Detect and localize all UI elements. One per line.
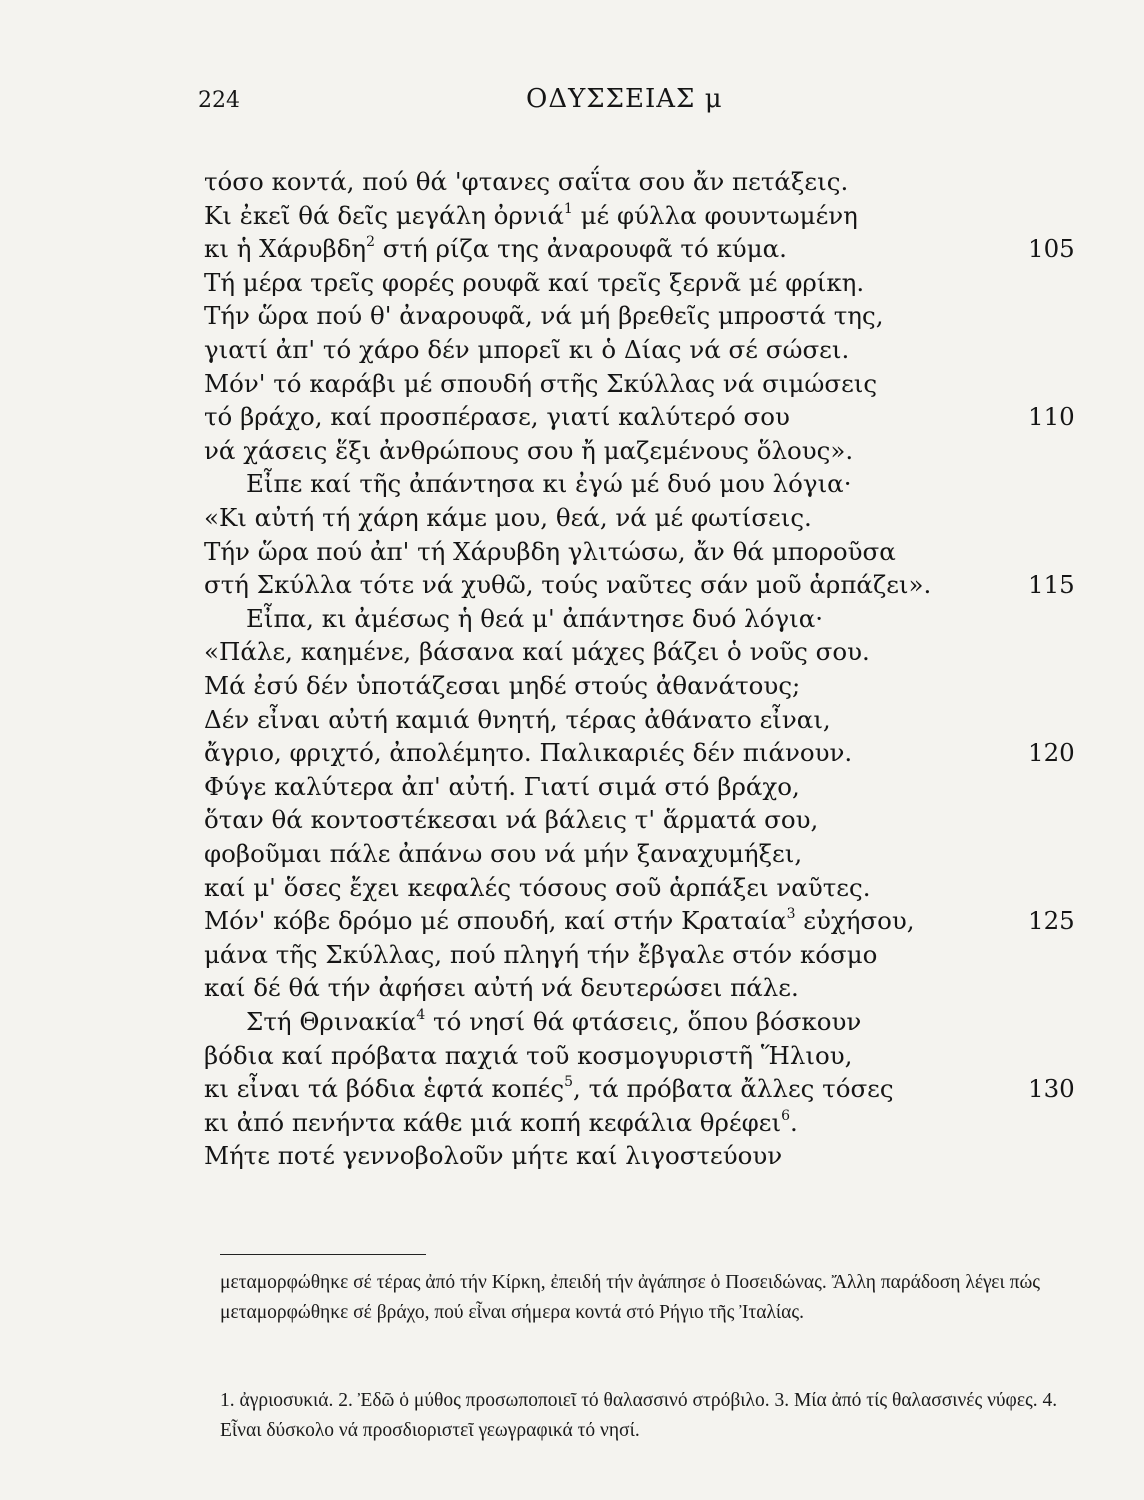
verse-text-continued: στή ρίζα της ἀναρουφᾶ τό κύμα. (374, 234, 787, 263)
verse-line (246, 601, 823, 637)
verse-text: στή Σκύλλα τότε νά χυθῶ, τούς ναῦτες σάν μοῦ ἁρπάζει». (204, 570, 932, 599)
line-number: 110 (1028, 402, 1075, 431)
verse-text: γιατί ἀπ' τό χάρο δέν μπορεῖ κι ὁ Δίας νά σέ σώσει. (204, 335, 850, 364)
verse-text: Μόν' τό καράβι μέ σπουδή στῆς Σκύλλας νά σιμώσεις (204, 369, 878, 398)
verse-text-continued: . (790, 1108, 798, 1137)
verse-line (204, 1138, 782, 1174)
verse-line (204, 870, 871, 906)
verse-line (204, 534, 896, 570)
verse-text: κι ἀπό πενήντα κάθε μιά κοπή κεφάλια θρέφει (204, 1108, 782, 1137)
verse-text: κι ἡ Χάρυβδη (204, 234, 367, 263)
verse-line (204, 903, 915, 939)
verse-text: καί μ' ὅσες ἔχει κεφαλές τόσους σοῦ ἁρπάξει ναῦτες. (204, 873, 871, 902)
page-header (0, 84, 1144, 124)
verse-line (204, 433, 853, 469)
verse-text: τόσο κοντά, πού θά 'φτανες σαΐτα σου ἄν πετάξεις. (204, 167, 849, 196)
footnote-continuation: μεταμορφώθηκε σέ τέρας ἀπό τήν Κίρκη, ἐπειδή τήν ἀγάπησε ὁ Ποσειδώνας. Ἄλλη παράδοση λέγει πώς μεταμορφώθηκε σέ βράχο, πού εἶναι σήμερα κοντά στό Ρήγιο τῆς Ἰταλίας. (220, 1272, 1040, 1323)
verse-text: Φύγε καλύτερα ἀπ' αὐτή. Γιατί σιμά στό βράχο, (204, 772, 800, 801)
verse-text: Στή Θρινακία (246, 1007, 417, 1036)
verse-text: Εἶπα, κι ἀμέσως ἡ θεά μ' ἀπάντησε δυό λόγια· (246, 604, 824, 633)
verse-text: βόδια καί πρόβατα παχιά τοῦ κοσμογυριστῆ Ἥλιου, (204, 1041, 853, 1070)
verse-text: Τήν ὥρα πού θ' ἀναρουφᾶ, νά μή βρεθεῖς μπροστά της, (204, 301, 884, 330)
line-number: 120 (1028, 738, 1075, 767)
verse-line (246, 1004, 861, 1040)
verse-text: Μήτε ποτέ γεννοβολοῦν μήτε καί λιγοστεύουν (204, 1141, 783, 1170)
verse-line (204, 500, 812, 536)
verse-text-continued: , τά πρόβατα ἄλλες τόσες (573, 1074, 894, 1103)
verse-text: κι εἶναι τά βόδια ἑφτά κοπές (204, 1074, 565, 1103)
verse-line (204, 668, 800, 704)
verse-text: «Κι αὐτή τή χάρη κάμε μου, θεά, νά μέ φωτίσεις. (204, 503, 812, 532)
verse-text: Κι ἐκεῖ θά δεῖς μεγάλη ὀρνιά (204, 201, 564, 230)
verse-text: τό βράχο, καί προσπέρασε, γιατί καλύτερό σου (204, 402, 790, 431)
verse-text-continued: εὐχήσου, (795, 906, 915, 935)
footnote-marker: 4 (416, 1006, 426, 1023)
verse-line (204, 231, 787, 267)
verse-text: μάνα τῆς Σκύλλας, πού πληγή τήν ἔβγαλε στόν κόσμο (204, 940, 878, 969)
verse-line (204, 937, 877, 973)
verse-line (204, 735, 852, 771)
verse-text: «Πάλε, καημένε, βάσανα καί μάχες βάζει ὁ νοῦς σου. (204, 637, 870, 666)
verse-line (204, 1038, 852, 1074)
verse-line (204, 567, 931, 603)
footnote-marker: 6 (781, 1107, 791, 1124)
verse-line (204, 702, 831, 738)
verse-text: νά χάσεις ἕξι ἀνθρώπους σου ἤ μαζεμένους ὅλους». (204, 436, 854, 465)
page-number: 224 (198, 88, 240, 113)
line-number: 130 (1028, 1074, 1075, 1103)
verse-text: ὅταν θά κοντοστέκεσαι νά βάλεις τ' ἅρματά σου, (204, 805, 819, 834)
verse-line (204, 970, 799, 1006)
verse-line (204, 399, 790, 435)
line-number: 125 (1028, 906, 1075, 935)
verse-text: φοβοῦμαι πάλε ἀπάνω σου νά μήν ξαναχυμήξει, (204, 839, 803, 868)
verse-line (204, 164, 848, 200)
footnote-marker: 3 (786, 905, 796, 922)
verse-text: Δέν εἶναι αὐτή καμιά θνητή, τέρας ἀθάνατο εἶναι, (204, 705, 831, 734)
running-title: ΟΔΥΣΣΕΙΑΣ μ (526, 84, 723, 114)
footnote-notes: 1. ἀγριοσυκιά. 2. Ἐδῶ ὁ μύθος προσωποποιεῖ τό θαλασσινό στρόβιλο. 3. Μία ἀπό τίς θαλασσινές νύφες. 4. Εἶναι δύσκολο νά προσδιοριστεῖ γεωγραφικά τό νησί. (220, 1390, 1058, 1441)
line-number: 105 (1028, 234, 1075, 263)
verse-line (204, 769, 800, 805)
footnote-marker: 1 (563, 200, 573, 217)
footnote-marker: 2 (366, 233, 375, 250)
verse-line (204, 265, 864, 301)
verse-text: Μά ἐσύ δέν ὑποτάζεσαι μηδέ στούς ἀθανάτους; (204, 671, 801, 700)
verse-line (204, 634, 870, 670)
verse-line (204, 366, 877, 402)
footnote-marker: 5 (564, 1073, 574, 1090)
verse-line (204, 1071, 894, 1107)
verse-line (204, 802, 818, 838)
verse-text: Τή μέρα τρεῖς φορές ρουφᾶ καί τρεῖς ξερνᾶ μέ φρίκη. (204, 268, 865, 297)
verse-line (204, 298, 884, 334)
verse-text: καί δέ θά τήν ἀφήσει αὐτή νά δευτερώσει πάλε. (204, 973, 799, 1002)
verse-line (246, 466, 852, 502)
verse-line (204, 1105, 798, 1141)
verse-text: ἄγριο, φριχτό, ἀπολέμητο. Παλικαριές δέν πιάνουν. (204, 738, 853, 767)
verse-line (204, 332, 849, 368)
line-number: 115 (1028, 570, 1075, 599)
verse-line (204, 198, 858, 234)
verse-text: Μόν' κόβε δρόμο μέ σπουδή, καί στήν Κραταία (204, 906, 787, 935)
verse-line (204, 836, 802, 872)
footnote-rule (220, 1254, 426, 1255)
verse-text-continued: μέ φύλλα φουντωμένη (572, 201, 858, 230)
verse-text: Τήν ὥρα πού ἀπ' τή Χάρυβδη γλιτώσω, ἄν θά μποροῦσα (204, 537, 896, 566)
verse-text-continued: τό νησί θά φτάσεις, ὅπου βόσκουν (425, 1007, 862, 1036)
verse-text: Εἶπε καί τῆς ἀπάντησα κι ἐγώ μέ δυό μου λόγια· (246, 469, 852, 498)
